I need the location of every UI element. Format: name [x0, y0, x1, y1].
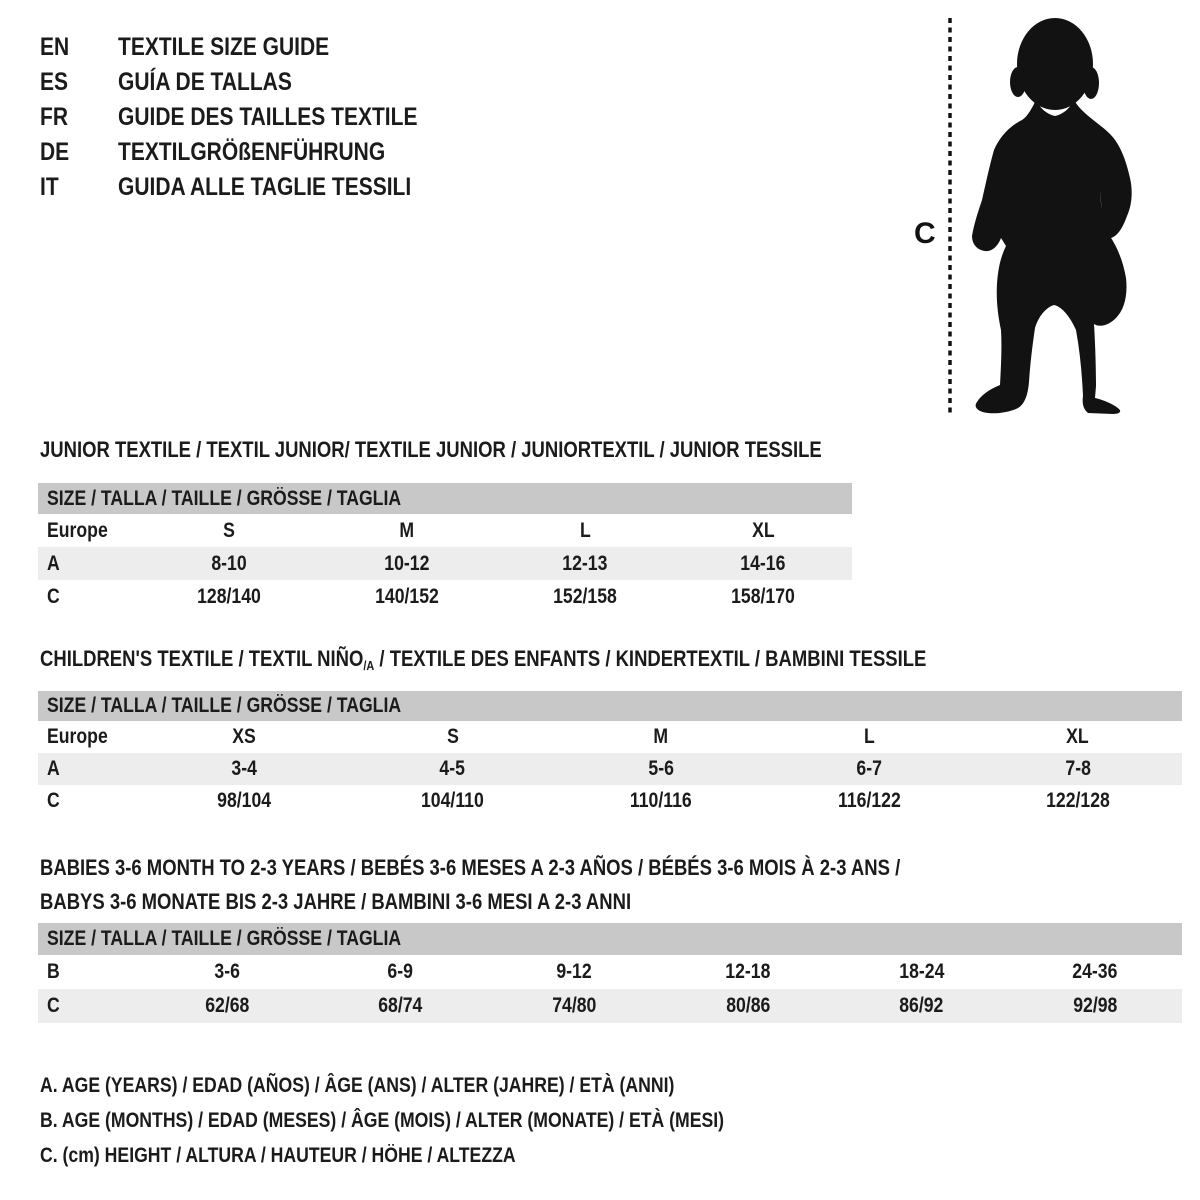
table-cell — [765, 789, 973, 813]
table-cell — [318, 519, 496, 543]
cell-text: XL — [751, 518, 775, 542]
cell-text: 68/74 — [378, 994, 423, 1017]
row-label-cell — [38, 757, 140, 781]
cell-text: 74/80 — [552, 994, 597, 1017]
table-row-age — [38, 547, 852, 580]
table-row-europe — [38, 514, 852, 547]
cell-text: 7-8 — [1065, 757, 1091, 780]
table-cell — [140, 994, 314, 1018]
table-cell — [974, 725, 1182, 749]
legend-line-c — [40, 1141, 606, 1171]
row-label-cell — [38, 585, 140, 609]
row-label-cell — [38, 789, 140, 813]
cell-text: 12-13 — [562, 551, 608, 575]
cell-text: 140/152 — [375, 584, 439, 608]
section-title-children — [40, 642, 1095, 683]
size-header-band — [38, 923, 1182, 955]
cell-text: 158/170 — [731, 584, 795, 608]
table-cell — [661, 994, 835, 1018]
table-cell — [557, 789, 765, 813]
cell-text: 3-6 — [214, 960, 240, 983]
table-row-height — [38, 785, 1182, 817]
table-cell — [140, 960, 314, 984]
table-cell — [974, 789, 1182, 813]
table-cell — [674, 585, 852, 609]
cell-text: 110/116 — [630, 789, 692, 812]
legend-text: C. (cm) HEIGHT / ALTURA / HAUTEUR / HÖHE / ALTEZZA — [40, 1144, 516, 1167]
cell-text: 14-16 — [740, 551, 786, 575]
row-label-cell — [38, 519, 140, 543]
cell-text: L — [864, 725, 875, 748]
table-cell — [318, 585, 496, 609]
size-header-text: SIZE / TALLA / TAILLE / GRÖSSE / TAGLIA — [47, 486, 402, 510]
table-cell — [140, 519, 318, 543]
language-row-de — [40, 135, 475, 170]
cell-text: 4-5 — [439, 757, 466, 780]
cell-text: 18-24 — [898, 960, 945, 983]
table-cell — [496, 519, 674, 543]
table-cell — [496, 552, 674, 576]
table-row-height — [38, 989, 1182, 1023]
cell-text: A — [47, 757, 60, 780]
language-title: GUIDE DES TAILLES TEXTILE — [118, 103, 418, 131]
cell-text: 10-12 — [384, 551, 430, 575]
language-row-en — [40, 30, 475, 65]
language-title: GUIDA ALLE TAGLIE TESSILI — [118, 173, 412, 201]
table-cell — [974, 757, 1182, 781]
section-title-junior — [40, 433, 971, 467]
cell-text: Europe — [47, 518, 108, 542]
table-cell — [835, 960, 1009, 984]
language-code: DE — [40, 138, 70, 166]
section-title-text: JUNIOR TEXTILE / TEXTIL JUNIOR/ TEXTILE JUNIOR / JUNIORTEXTIL / JUNIOR TESSILE — [40, 437, 822, 462]
table-cell — [314, 960, 488, 984]
size-header-text: SIZE / TALLA / TAILLE / GRÖSSE / TAGLIA — [47, 694, 402, 717]
cell-text: 152/158 — [553, 584, 617, 608]
title-subscript: /A — [363, 658, 375, 673]
cell-text: C — [47, 994, 60, 1017]
table-cell — [487, 994, 661, 1018]
cell-text: S — [223, 518, 235, 542]
table-row-months — [38, 955, 1182, 989]
table-cell — [487, 960, 661, 984]
cell-text: 6-7 — [856, 757, 883, 780]
section-title-babies — [40, 851, 1064, 919]
section-title-text: CHILDREN'S TEXTILE / TEXTIL NIÑO/A / TEXTILE DES ENFANTS / KINDERTEXTIL / BAMBINI TESSILE — [40, 646, 927, 673]
table-cell — [348, 789, 556, 813]
table-cell — [835, 994, 1009, 1018]
cell-text: 8-10 — [211, 551, 247, 575]
table-cell — [557, 757, 765, 781]
cell-text: A — [47, 551, 60, 575]
table-cell — [765, 757, 973, 781]
language-title: TEXTILE SIZE GUIDE — [118, 33, 330, 61]
cell-text: 62/68 — [204, 994, 249, 1017]
table-row-height — [38, 580, 852, 613]
table-cell — [661, 960, 835, 984]
cell-text: Europe — [47, 725, 108, 748]
junior-size-table — [38, 483, 852, 613]
table-cell — [1008, 960, 1182, 984]
children-size-table — [38, 691, 1182, 817]
cell-text: 86/92 — [899, 994, 944, 1017]
legend-line-a — [40, 1071, 795, 1101]
section-title-line2: BABYS 3-6 MONATE BIS 2-3 JAHRE / BAMBINI 3-6 MESI A 2-3 ANNI — [40, 889, 632, 914]
language-row-it — [40, 170, 475, 205]
cell-text: 3-4 — [231, 757, 257, 780]
table-cell — [765, 725, 973, 749]
cell-text: M — [653, 725, 669, 748]
cell-text: XL — [1066, 725, 1090, 748]
language-row-fr — [40, 100, 475, 135]
table-cell — [674, 552, 852, 576]
language-title: TEXTILGRÖßENFÜHRUNG — [118, 138, 386, 166]
height-figure — [880, 0, 1170, 430]
cell-text: 24-36 — [1072, 960, 1118, 983]
cell-text: M — [399, 518, 415, 542]
table-cell — [140, 725, 348, 749]
table-cell — [140, 585, 318, 609]
table-cell — [674, 519, 852, 543]
size-header-band — [38, 691, 1182, 721]
cell-text: 80/86 — [725, 994, 770, 1017]
cell-text: 9-12 — [556, 960, 592, 983]
table-cell — [140, 757, 348, 781]
row-label-cell — [38, 725, 140, 749]
legend-text: B. AGE (MONTHS) / EDAD (MESES) / ÂGE (MOIS) / ALTER (MONATE) / ETÀ (MESI) — [40, 1109, 725, 1132]
cell-text: L — [579, 518, 591, 542]
height-figure-graphic — [880, 0, 1170, 430]
toddler-silhouette-icon — [972, 18, 1132, 414]
cell-text: C — [47, 789, 60, 812]
cell-text: 12-18 — [725, 960, 771, 983]
cell-text: 92/98 — [1073, 994, 1118, 1017]
size-header-text: SIZE / TALLA / TAILLE / GRÖSSE / TAGLIA — [47, 927, 402, 950]
table-cell — [348, 725, 556, 749]
table-row-age — [38, 753, 1182, 785]
table-cell — [314, 994, 488, 1018]
table-cell — [140, 789, 348, 813]
cell-text: XS — [232, 725, 256, 748]
row-label-cell — [38, 994, 140, 1018]
table-cell — [140, 552, 318, 576]
table-cell — [1008, 994, 1182, 1018]
language-header — [40, 30, 475, 205]
language-code: IT — [40, 173, 59, 201]
row-label-cell — [38, 960, 140, 984]
cell-text: 122/128 — [1045, 789, 1110, 812]
legend-text: A. AGE (YEARS) / EDAD (AÑOS) / ÂGE (ANS) / ALTER (JAHRE) / ETÀ (ANNI) — [40, 1074, 675, 1097]
cell-text: 128/140 — [197, 584, 261, 608]
cell-text: 104/110 — [421, 789, 485, 812]
table-cell — [557, 725, 765, 749]
legend-line-b — [40, 1106, 854, 1136]
table-cell — [318, 552, 496, 576]
table-row-europe — [38, 721, 1182, 753]
cell-text: B — [47, 960, 60, 983]
language-code: ES — [40, 68, 69, 96]
cell-text: 116/122 — [838, 789, 901, 812]
cell-text: 5-6 — [648, 757, 674, 780]
row-label-cell — [38, 552, 140, 576]
babies-size-table — [38, 923, 1182, 1023]
measure-label-c: C — [914, 217, 936, 250]
cell-text: 98/104 — [217, 789, 272, 812]
section-title-line1: BABIES 3-6 MONTH TO 2-3 YEARS / BEBÉS 3-6 MESES A 2-3 AÑOS / BÉBÉS 3-6 MOIS À 2-3 ANS / — [40, 855, 901, 880]
language-code: FR — [40, 103, 68, 131]
language-row-es — [40, 65, 475, 100]
table-cell — [348, 757, 556, 781]
language-code: EN — [40, 33, 70, 61]
table-cell — [496, 585, 674, 609]
language-title: GUÍA DE TALLAS — [118, 68, 292, 96]
size-header-band — [38, 483, 852, 514]
cell-text: S — [446, 725, 459, 748]
cell-text: 6-9 — [387, 960, 414, 983]
cell-text: C — [47, 584, 60, 608]
